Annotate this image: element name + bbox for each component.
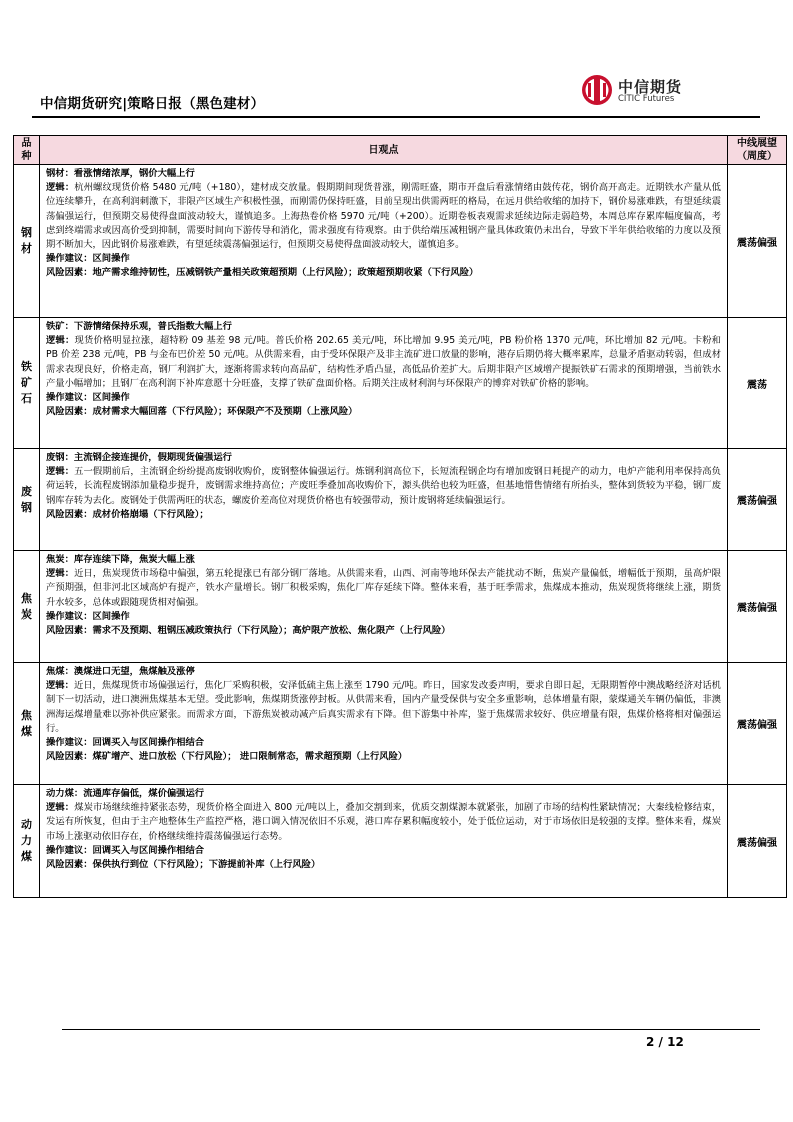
- row-outlook: 震荡偏强: [728, 551, 787, 663]
- row-category: 钢 材: [14, 165, 40, 318]
- row-outlook: 震荡偏强: [728, 449, 787, 551]
- row-category: 铁 矿 石: [14, 318, 40, 449]
- header-outlook: 中线展望 （周度）: [728, 136, 787, 165]
- row-outlook: 震荡偏强: [728, 165, 787, 318]
- logic-label: 逻辑：: [46, 466, 75, 478]
- page-number: 2 / 12: [646, 1035, 684, 1049]
- row-advice: 区间操作: [92, 392, 130, 404]
- row-headline: 焦炭：库存连续下降，焦炭大幅上涨: [46, 554, 195, 565]
- row-advice: 区间操作: [92, 610, 130, 622]
- advice-label: 操作建议：: [46, 737, 93, 749]
- table-row: [14, 785, 787, 898]
- row-daily-view: [40, 165, 728, 318]
- strategy-table: [13, 135, 787, 898]
- row-logic: 近日，焦炭现货市场稳中偏强，第五轮提涨已有部分钢厂落地。从供需来看，山西、河南等地环保去产能扰动不断，焦炭产量偏低，增幅低于预期，虽高炉限产预期强，但非河北区域高炉有提产，铁水产量增长。钢厂积极采购，焦化厂库存延续下降。整体来看，基于旺季需求，焦煤成本推动，焦炭现货将继续上涨，期货升水较多，总体或跟随现货相对偏强。: [46, 568, 721, 608]
- logic-label: 逻辑：: [46, 182, 75, 194]
- row-logic: 杭州螺纹现货价格 5480 元/吨（+180），建材成交放量。假期期间现货普涨，刚需旺盛，期市开盘后看涨情绪由鼓传花，钢价高开高走。近期铁水产量从低位连续攀升，在高利润刺激下，非限产区域生产积极性强，而刚需仍保持旺盛，目前呈现出供需两旺的格局，在远月供给收缩的加持下，钢价易涨难跌，有望延续震荡偏强运行，但预期交易使得盘面波动较大，谨慎追多。上海热卷价格 5970 元/吨（+200）。近期卷板表观需求延续边际走弱趋势，本周总库存累库幅度偏高，考虑到终端需求或因高价受到抑制，需要时间向下游传导和消化，需求强度有待观察。由于供给端压减粗钢产量具体政策仍未出台，导致下半年供给收缩的力度以及预期不断加大，因此钢价易涨难跌，有望延续震荡偏强运行，但预期交易使得盘面波动较大，谨慎追多。: [46, 182, 721, 251]
- header-divider: [32, 116, 760, 118]
- row-category: 动 力 煤: [14, 785, 40, 898]
- report-title: 中信期货研究|策略日报（黑色建材）: [40, 96, 265, 112]
- row-logic: 煤炭市场继续维持紧张态势，现货价格全面进入 800 元/吨以上，叠加交割到来，优质交割煤源本就紧张，加剧了市场的结构性紧缺情况；大秦线检修结束，发运有所恢复，但由于主产地整体生产监控严格，港口调入情况依旧不乐观，港口库存累积幅度较小，处于低位运动，对于市场依旧是较强的支撑。整体来看，煤炭市场上涨驱动依旧存在，价格继续维持震荡偏强运行态势。: [46, 802, 721, 842]
- logic-label: 逻辑：: [46, 335, 75, 347]
- advice-label: 操作建议：: [46, 844, 93, 856]
- citic-logo-icon: [581, 74, 613, 106]
- logo-english-name: CITIC Futures: [618, 94, 675, 104]
- row-risk: 地产需求维持韧性，压减钢铁产量相关政策超预期（上行风险）；政策超预期收紧（下行风险）: [92, 267, 479, 279]
- row-daily-view: [40, 785, 728, 898]
- row-risk: 需求不及预期、粗钢压减政策执行（下行风险）；高炉限产放松、焦化限产（上行风险）: [92, 625, 451, 637]
- advice-label: 操作建议：: [46, 610, 93, 622]
- row-logic: 近日，焦煤现货市场偏强运行，焦化厂采购积极，安泽低硫主焦上涨至 1790 元/吨。昨日，国家发改委声明，要求自即日起，无限期暂停中澳战略经济对话机制下一切活动，进口澳洲焦煤基本无望。受此影响，焦煤期货涨停封板。从供需来看，国内产量受保供与安全多重影响，总体增量有限，蒙煤通关车辆仍偏低，非澳洲海运煤增量难以弥补供应紧张。而需求方面，下游焦炭被动减产后真实需求有下降。但下游集中补库，鉴于焦煤需求较好、供应增量有限，焦煤价格将相对偏强运行。: [46, 680, 721, 734]
- row-risk: 成材价格崩塌（下行风险）；: [92, 508, 209, 520]
- logo-chinese-name: 中信期货: [618, 78, 683, 96]
- row-advice: 回调买入与区间操作相结合: [92, 844, 205, 856]
- row-headline: 铁矿：下游情绪保持乐观，普氏指数大幅上行: [46, 321, 232, 332]
- citic-futures-logo: [581, 74, 711, 110]
- table-row: [14, 165, 787, 318]
- footer-divider: [62, 1029, 760, 1030]
- risk-label: 风险因素：: [46, 625, 93, 637]
- row-category: 焦 煤: [14, 663, 40, 785]
- advice-label: 操作建议：: [46, 392, 93, 404]
- table-body: [14, 165, 787, 898]
- risk-label: 风险因素：: [46, 406, 93, 418]
- advice-label: 操作建议：: [46, 253, 93, 265]
- risk-label: 风险因素：: [46, 267, 93, 279]
- row-daily-view: [40, 551, 728, 663]
- row-outlook: 震荡偏强: [728, 663, 787, 785]
- row-headline: 钢材：看涨情绪浓厚，钢价大幅上行: [46, 168, 195, 179]
- row-headline: 焦煤：澳煤进口无望，焦煤触及涨停: [46, 666, 195, 677]
- risk-label: 风险因素：: [46, 508, 93, 520]
- table-row: [14, 318, 787, 449]
- header-daily-view: 日观点: [40, 136, 728, 165]
- row-outlook: 震荡: [728, 318, 787, 449]
- row-logic: 五一假期前后，主流钢企纷纷提高废钢收购价，废钢整体偏强运行。炼钢利润高位下，长短流程钢企均有增加废钢日耗提产的动力，电炉产能利用率保持高负荷运转，长流程废钢添加量稳步提升，废钢需求维持高位；产废旺季叠加高收购价下，源头供给也较为旺盛，但基地惜售情绪有所抬头，整体到货较为平稳，钢厂废钢库存转为去化。废钢处于供需两旺的状态，螺废价差高位对现货价格也有较强带动，预计废钢将延续偏强运行。: [46, 466, 721, 506]
- row-category: 废 钢: [14, 449, 40, 551]
- row-risk: 成材需求大幅回落（下行风险）；环保限产不及预期（上涨风险）: [92, 406, 358, 418]
- table-row: [14, 551, 787, 663]
- row-daily-view: [40, 663, 728, 785]
- table-header-row: [14, 136, 787, 165]
- row-headline: 动力煤：流通库存偏低，煤价偏强运行: [46, 788, 205, 799]
- row-daily-view: [40, 318, 728, 449]
- row-advice: 回调买入与区间操作相结合: [92, 737, 205, 749]
- row-risk: 保供执行到位（下行风险）；下游提前补库（上行风险）: [92, 859, 321, 871]
- risk-label: 风险因素：: [46, 859, 93, 871]
- row-headline: 废钢：主流钢企接连提价，假期现货偏强运行: [46, 452, 232, 463]
- logic-label: 逻辑：: [46, 802, 75, 814]
- table-row: [14, 663, 787, 785]
- row-logic: 现货价格明显拉涨，超特粉 09 基差 98 元/吨。普氏价格 202.65 美元/吨，环比增加 9.95 美元/吨，PB 粉价格 1370 元/吨，环比增加 82 元/吨。卡粉和 PB 价差 238 元/吨，PB 与金布巴价差 50 元/吨。从供需来看，由于受环保限产及非主流矿进口放量的影响，港存后期仍将大概率累库，总量矛盾驱动转弱，但成材需求表现良好，价格走高，钢厂利润扩大，逐渐将需求转向高品矿，结构性矛盾凸显，高低品价差扩大。后期非限产区域增产提振铁矿石需求的预期增强，当前铁水产量小幅增加；且钢厂在高利润下补库意愿十分旺盛，支撑了铁矿盘面价格。后期关注成材利润与环保限产的博弈对铁矿价格的影响。: [46, 335, 721, 389]
- table-row: [14, 449, 787, 551]
- logic-label: 逻辑：: [46, 680, 74, 692]
- risk-label: 风险因素：: [46, 751, 93, 763]
- row-advice: 区间操作: [92, 253, 130, 265]
- header-category: 品 种: [14, 136, 40, 165]
- logic-label: 逻辑：: [46, 568, 75, 580]
- row-outlook: 震荡偏强: [728, 785, 787, 898]
- row-risk: 煤矿增产、进口放松（下行风险）； 进口限制常态，需求超预期（上行风险）: [92, 751, 408, 763]
- row-daily-view: [40, 449, 728, 551]
- row-category: 焦 炭: [14, 551, 40, 663]
